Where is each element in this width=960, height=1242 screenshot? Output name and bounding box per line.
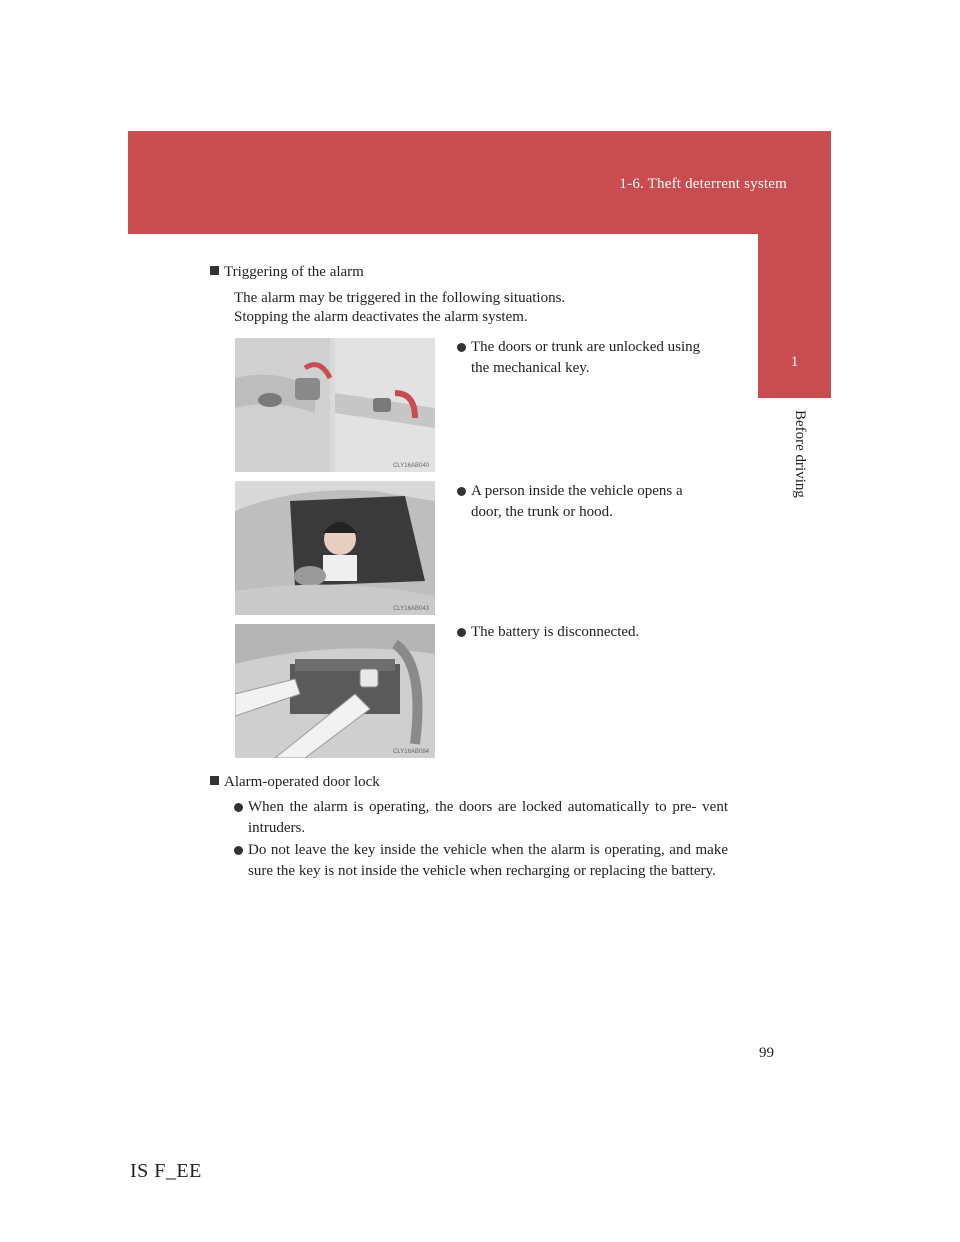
header-band: [128, 131, 831, 234]
battery-illustration: [235, 624, 435, 758]
figure-1-caption: The doors or trunk are unlocked using the mechanical key.: [457, 337, 741, 379]
figure-code: CLY16AB043: [393, 606, 429, 612]
figure-code: CLY16AB084: [393, 749, 429, 755]
intro-line-2: Stopping the alarm deactivates the alarm system.: [234, 309, 528, 325]
round-bullet-icon: [457, 628, 466, 637]
section-heading-triggering: Triggering of the alarm: [210, 262, 364, 282]
door-lock-bullet-1: When the alarm is operating, the doors are locked automatically to pre- vent intruders.: [234, 797, 728, 839]
figure-code: CLY16AB040: [393, 463, 429, 469]
figure-2-caption: A person inside the vehicle opens a door, the trunk or hood.: [457, 481, 741, 523]
round-bullet-icon: [457, 343, 466, 352]
door-key-illustration: [235, 338, 435, 472]
figure-person-inside: [235, 481, 435, 615]
square-bullet-icon: [210, 266, 219, 275]
door-lock-bullet-2: Do not leave the key inside the vehicle when the alarm is operating, and make sure the key is not inside the vehicle when recharging or replacing the battery.: [234, 840, 728, 882]
square-bullet-icon: [210, 776, 219, 785]
chapter-label: Before driving: [792, 410, 808, 498]
chapter-number: 1: [790, 354, 799, 370]
figure-door-key: [235, 338, 435, 472]
figure-3-caption: The battery is disconnected.: [457, 622, 741, 643]
round-bullet-icon: [457, 487, 466, 496]
intro-line-1: The alarm may be triggered in the following situations.: [234, 290, 566, 306]
page-number: 99: [759, 1045, 774, 1061]
round-bullet-icon: [234, 846, 243, 855]
person-inside-illustration: [235, 481, 435, 615]
figure-battery: [235, 624, 435, 758]
section-title: 1-6. Theft deterrent system: [619, 176, 787, 192]
section-heading-door-lock: Alarm-operated door lock: [210, 772, 380, 792]
document-code: IS F_EE: [130, 1160, 202, 1182]
round-bullet-icon: [234, 803, 243, 812]
chapter-tab: [758, 234, 831, 398]
